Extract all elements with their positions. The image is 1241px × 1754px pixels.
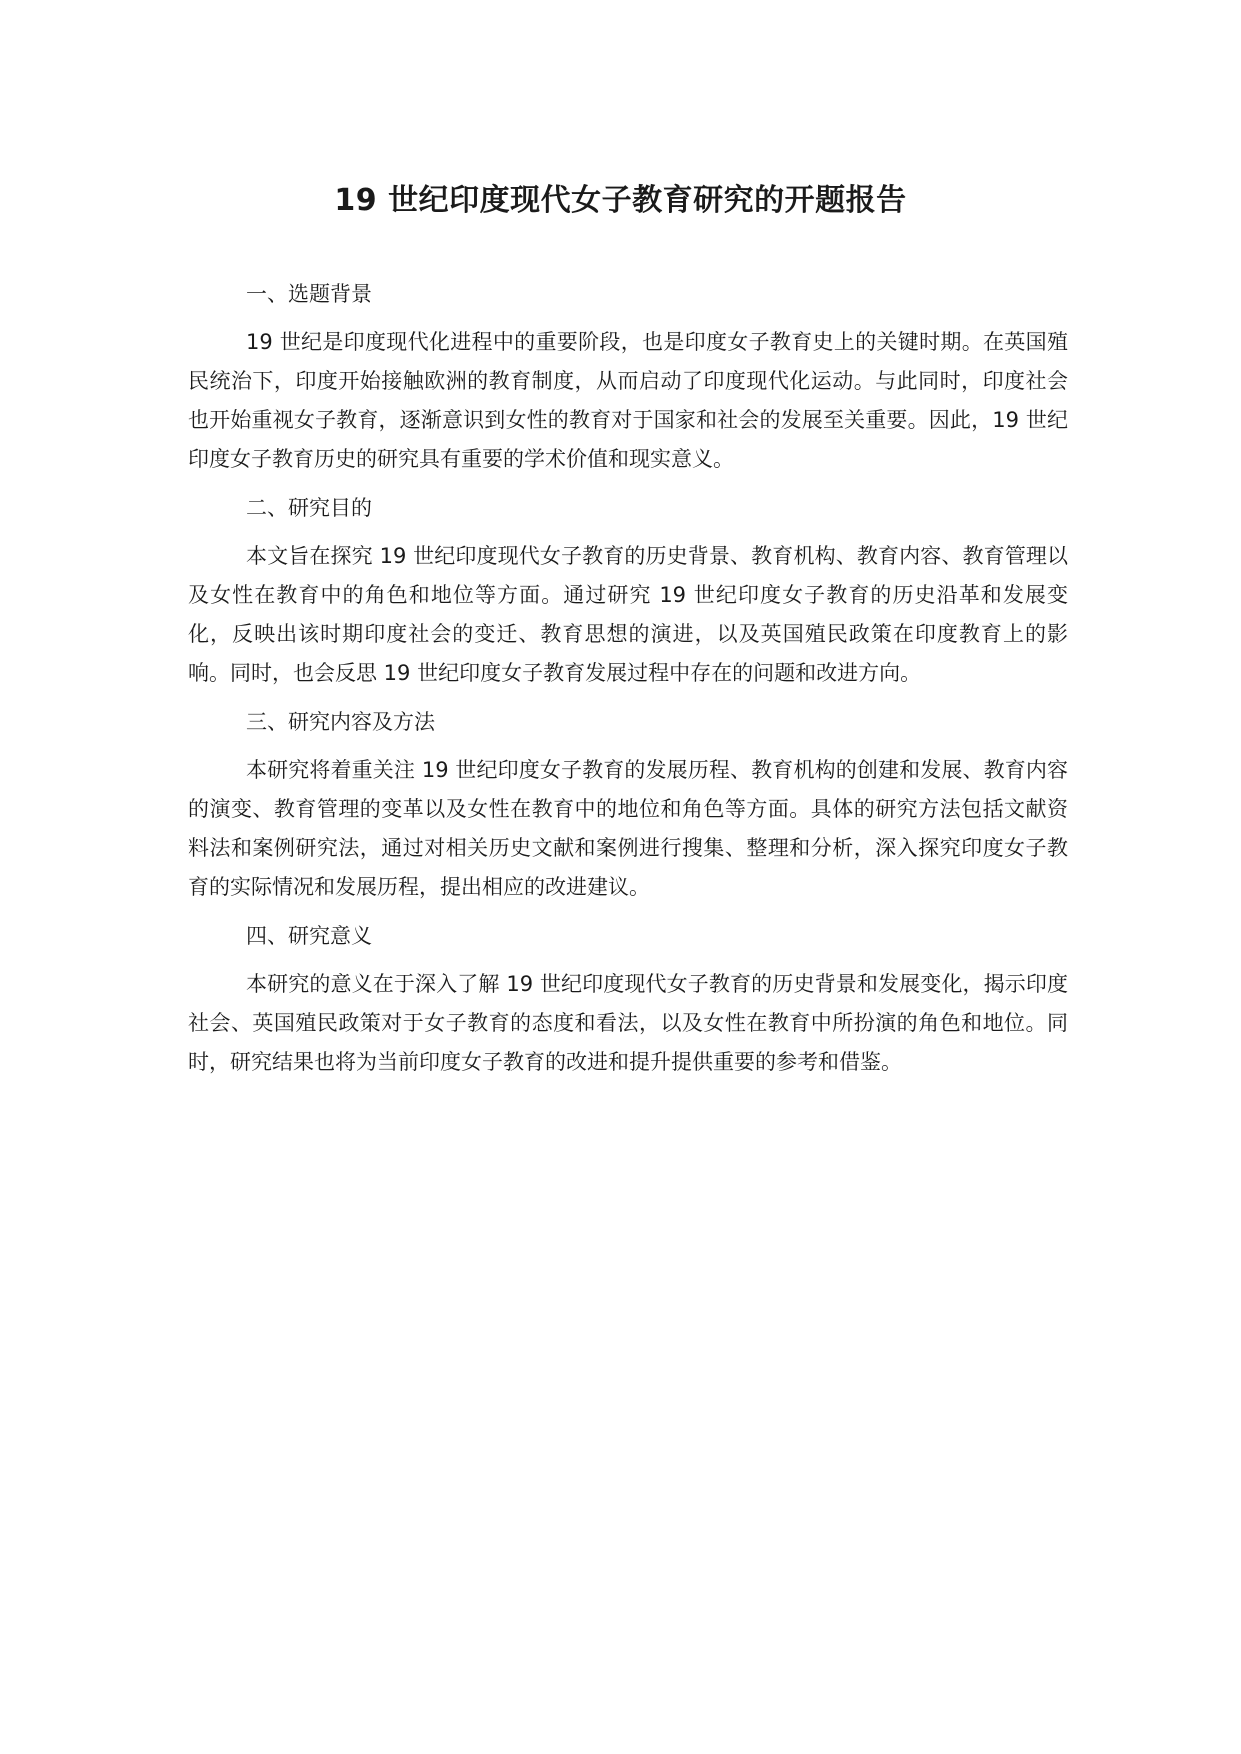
section-background	[188, 283, 1068, 479]
section-paragraph: 本文旨在探究 19 世纪印度现代女子教育的历史背景、教育机构、教育内容、教育管理以及女性在教育中的角色和地位等方面。通过研究 19 世纪印度女子教育的历史沿革和发展变化，反映出该时期印度社会的变迁、教育思想的演进，以及英国殖民政策在印度教育上的影响。同时，也会反思 19 世纪印度女子教育发展过程中存在的问题和改进方向。	[188, 544, 1068, 685]
document-body	[188, 283, 1068, 1100]
section-paragraph: 本研究的意义在于深入了解 19 世纪印度现代女子教育的历史背景和发展变化，揭示印度社会、英国殖民政策对于女子教育的态度和看法，以及女性在教育中所扮演的角色和地位。同时，研究结果也将为当前印度女子教育的改进和提升提供重要的参考和借鉴。	[188, 972, 1068, 1074]
section-heading: 一、选题背景	[246, 282, 372, 306]
section-paragraph: 19 世纪是印度现代化进程中的重要阶段，也是印度女子教育史上的关键时期。在英国殖民统治下，印度开始接触欧洲的教育制度，从而启动了印度现代化运动。与此同时，印度社会也开始重视女子教育，逐渐意识到女性的教育对于国家和社会的发展至关重要。因此，19 世纪印度女子教育历史的研究具有重要的学术价值和现实意义。	[188, 330, 1068, 471]
section-heading: 三、研究内容及方法	[246, 710, 435, 734]
section-purpose	[188, 497, 1068, 693]
section-heading: 四、研究意义	[246, 924, 372, 948]
document-title: 19 世纪印度现代女子教育研究的开题报告	[334, 183, 907, 218]
section-paragraph: 本研究将着重关注 19 世纪印度女子教育的发展历程、教育机构的创建和发展、教育内容的演变、教育管理的变革以及女性在教育中的地位和角色等方面。具体的研究方法包括文献资料法和案例研究法，通过对相关历史文献和案例进行搜集、整理和分析，深入探究印度女子教育的实际情况和发展历程，提出相应的改进建议。	[188, 758, 1068, 899]
section-content-methods	[188, 711, 1068, 907]
section-heading: 二、研究目的	[246, 496, 372, 520]
section-significance	[188, 925, 1068, 1082]
